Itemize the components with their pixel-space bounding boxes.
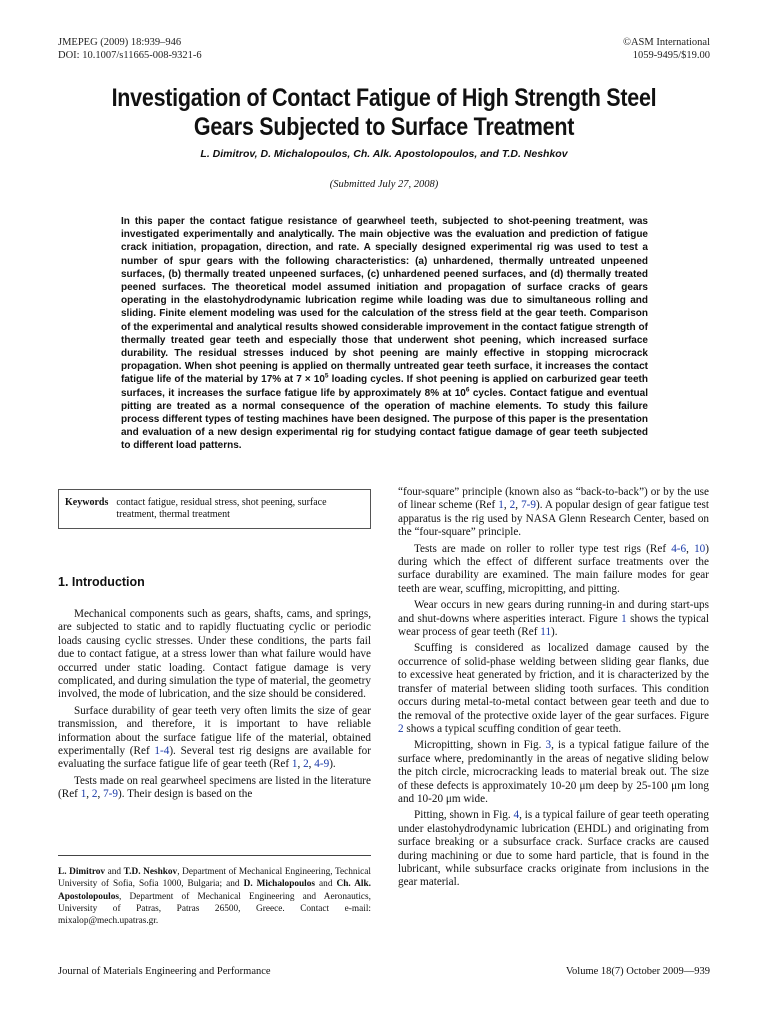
submission-date: (Submitted July 27, 2008) bbox=[329, 179, 439, 190]
reference-link[interactable]: 1 bbox=[291, 758, 298, 771]
reference-link[interactable]: 7-9 bbox=[521, 499, 536, 512]
keywords-label: Keywords bbox=[65, 497, 109, 508]
paragraph-text: , bbox=[97, 788, 104, 801]
reference-link[interactable]: 1-4 bbox=[154, 745, 170, 758]
paragraph-text: , is a typical fatigue failure of the surface where, predominantly in the areas of negative sliding below the pitch circle, microcracking leads to material break out. The size of these defects is approximately 10-20 μm deep by 25-100 μm long and 10-20 μm wide. bbox=[398, 739, 709, 805]
reference-link[interactable]: 2 bbox=[303, 758, 309, 771]
abstract-text: loading cycles. If shot peening is applied on carburized gear teeth surfaces, it increases the surface fatigue life by approximately 8% at 10 bbox=[121, 374, 648, 399]
paragraph-text: , bbox=[86, 788, 92, 801]
abstract bbox=[121, 215, 648, 453]
issn-price: 1059-9495/$19.00 bbox=[632, 49, 710, 61]
doi[interactable]: DOI: 10.1007/s11665-008-9321-6 bbox=[58, 49, 202, 61]
paragraph bbox=[398, 809, 709, 889]
paragraph-text: Surface durability of gear teeth very often limits the size of gear transmission, and therefore, it is important to have reliable information about the surface fatigue life of the material, obtained experimentally (Ref bbox=[58, 704, 371, 758]
reference-link[interactable]: 10 bbox=[694, 542, 706, 555]
paragraph-text: “four-square” principle (known also as “back-to-back”) or by the use of linear scheme (Ref bbox=[398, 486, 709, 512]
paragraph bbox=[398, 739, 709, 806]
paragraph-text: , bbox=[515, 499, 522, 512]
paragraph-text: Wear occurs in new gears during running-in and during start-ups and shut-downs where asperities interact. Figure bbox=[398, 599, 709, 625]
reference-link[interactable]: 11 bbox=[540, 626, 552, 639]
figure-link[interactable]: 1 bbox=[621, 612, 627, 625]
figure-link[interactable]: 2 bbox=[398, 722, 404, 735]
footnote-text: and bbox=[315, 879, 337, 890]
author-name: T.D. Neshkov bbox=[123, 867, 178, 877]
section-heading: 1. Introduction bbox=[58, 575, 145, 589]
reference-link[interactable]: 2 bbox=[509, 499, 516, 512]
paragraph-text: shows the typical wear process of gear teeth (Ref bbox=[398, 612, 709, 639]
abstract-text: cycles. Contact fatigue and eventual pitting are treated as a normal consequence of the operation of machine elements. To study this failure process different types of testing machines have been designed. The purpose of this paper is the presentation and evaluation of a new design experimental rig for studying contact fatigue damage of gear teeth subjected to different load patterns. bbox=[121, 387, 648, 452]
reference-link[interactable]: 4-6 bbox=[671, 542, 687, 555]
reference-link[interactable]: 4-9 bbox=[314, 758, 330, 771]
reference-link[interactable]: 1 bbox=[498, 499, 504, 512]
right-column bbox=[398, 486, 709, 893]
reference-link[interactable]: 2 bbox=[91, 788, 98, 801]
keywords-text: contact fatigue, residual stress, shot peening, surface treatment, thermal treatment bbox=[116, 497, 327, 520]
footer-journal: Journal of Materials Engineering and Performance bbox=[58, 966, 271, 977]
paragraph bbox=[398, 642, 709, 736]
paragraph-text: ). Their design is based on the bbox=[117, 788, 253, 801]
author-name: L. Dimitrov bbox=[58, 867, 106, 877]
paragraph-text: Tests are made on roller to roller type test rigs (Ref bbox=[414, 542, 672, 555]
abstract-exponent: 6 bbox=[465, 386, 470, 394]
author-name: Ch. Alk. Apostolopoulos bbox=[58, 879, 372, 902]
paragraph-text: ). A popular design of gear fatigue test apparatus is the rig used by NASA Glenn Research Center, based on the “four-square” principle. bbox=[398, 499, 709, 539]
paragraph bbox=[398, 599, 709, 639]
author-affiliation-footnote bbox=[58, 866, 371, 927]
footnote-text: , Department of Mechanical Engineering, Technical University of Sofia, Sofia 1000, Bulgaria; and bbox=[58, 867, 371, 890]
footnote-divider bbox=[58, 855, 371, 856]
paragraph-text: , bbox=[503, 499, 510, 512]
reference-link[interactable]: 1 bbox=[80, 788, 87, 801]
paragraph bbox=[398, 543, 709, 597]
publisher: ©ASM International bbox=[622, 37, 710, 48]
paragraph bbox=[58, 775, 371, 802]
footnote-text: and bbox=[105, 867, 124, 877]
paragraph-text: , bbox=[297, 758, 304, 771]
paragraph-text: , is a typical failure of gear teeth operating under elastohydrodynamic lubrication (EHDL) and originating from surface breaking or a subsurface crack. Surface cracks are caused during machining or due to some hard particle, that is found in the lubricant, while subsurface cracks originate from inclusions in the gear material. bbox=[398, 809, 709, 889]
paragraph bbox=[58, 705, 371, 772]
paragraph-text: Scuffing is considered as localized damage caused by the occurrence of solid-phase welding between sliding gear flanks, due to excessive heat generated by friction, and it is characterized by the transfer of material between sliding tooth surfaces. This condition occurs during metal-to-metal contact between gear teeth and due to the removal of the protective oxide layer of the gear surfaces. Figure bbox=[398, 642, 709, 722]
paragraph-text: , bbox=[308, 758, 315, 771]
paragraph-text: ). bbox=[551, 626, 558, 639]
paragraph-text: ). bbox=[329, 758, 336, 771]
publisher-header bbox=[623, 37, 710, 62]
paragraph-text: , bbox=[686, 542, 695, 555]
paragraph-text: shows a typical scuffing condition of gear teeth. bbox=[403, 722, 622, 735]
journal-citation: JMEPEG (2009) 18:939–946 bbox=[58, 37, 182, 48]
reference-link[interactable]: 7-9 bbox=[103, 788, 118, 801]
figure-link[interactable]: 3 bbox=[545, 739, 552, 752]
journal-header bbox=[58, 37, 202, 62]
author-list: L. Dimitrov, D. Michalopoulos, Ch. Alk. Apostolopoulos, and T.D. Neshkov bbox=[200, 148, 568, 160]
footer-volume-page: Volume 18(7) October 2009—939 bbox=[565, 966, 710, 977]
abstract-exponent: 5 bbox=[324, 373, 329, 381]
paragraph-text: Mechanical components such as gears, shafts, cams, and springs, are subjected to static and to rapidly fluctuating cyclic or periodic loads causing cyclic stresses. Under these conditions, the parts fail due to contact fatigue, at a stress lower than what failure would have occurred under static loading. Contact fatigue damage is very complicated, and during simulation the type of material, the geometry involved, the mode of lubrication, and the size should be considered. bbox=[58, 608, 371, 701]
paragraph-text: ). Several test rig designs are available for evaluating the surface fatigue life of gear teeth (Ref bbox=[58, 745, 371, 771]
footnote-text: , Department of Mechanical Engineering and Aeronautics, University of Patras, Patras 26500, Greece. Contact e-mail: mixalop@mech.upatras.gr. bbox=[58, 891, 371, 927]
paragraph-text: ) during which the effect of different surface treatments over the surface durability are examined. The main failure modes for gear teeth are wear, scuffing, micropitting, and pitting. bbox=[398, 542, 709, 595]
figure-link[interactable]: 4 bbox=[513, 809, 520, 822]
paragraph-text: Pitting, shown in Fig. bbox=[414, 809, 514, 822]
left-column bbox=[58, 608, 371, 805]
paragraph bbox=[58, 608, 371, 702]
keywords-box bbox=[58, 489, 371, 529]
paragraph bbox=[398, 486, 709, 540]
abstract-text: In this paper the contact fatigue resistance of gearwheel teeth, subjected to shot-peening treatment, was investigated experimentally and analytically. The main objective was the evaluation and prediction of fatigue crack initiation, propagation, direction, and rate. A specially designed experimental rig was used to test a number of spur gears with the following characteristics: (a) unhardened, thermally untreated unpeened surfaces, (b) thermally treated unpeened surfaces, (c) unhardened peened surfaces, and (d) thermally treated peened surfaces. The theoretical model assumed initiation and propagation of surface cracks of gears operating in the elastohydrodynamic lubrication regime while loading was due to simultaneous rolling and sliding. Finite element modeling was used for the calculation of the stress field at the gear teeth. Comparison of the experimental and analytical results showed considerable improvement in the contact fatigue strength of thermally treated gear teeth and especially those that underwent shot peening, which increased surface durability. The residual stresses induced by shot peening are mainly effective in stopping microcrack propagation. When shot peening is applied on thermally untreated gear teeth surface, it increases the contact fatigue life of the material by 17% at 7 × 10 bbox=[121, 216, 648, 386]
paragraph-text: Tests made on real gearwheel specimens are listed in the literature (Ref bbox=[58, 774, 371, 801]
paragraph-text: Micropitting, shown in Fig. bbox=[414, 739, 546, 752]
paper-title: Investigation of Contact Fatigue of High Strength Steel Gears Subjected to Surface Treatment bbox=[111, 84, 657, 141]
author-name: D. Michalopoulos bbox=[243, 879, 316, 890]
